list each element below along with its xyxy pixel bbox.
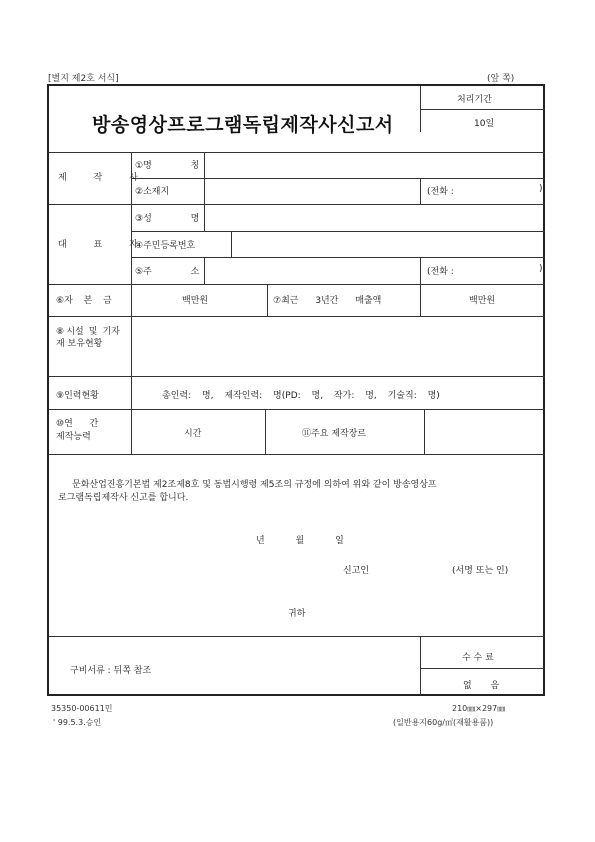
representative-address-field[interactable] [204, 258, 416, 282]
representative-phone-label: (전화 : [427, 267, 454, 277]
producer-name-field[interactable] [204, 152, 544, 176]
row-divider [49, 454, 545, 455]
form-title: 방송영상프로그램독립제작사신고서 [92, 114, 394, 136]
col-divider [265, 409, 266, 454]
required-documents: 구비서류 : 뒤쪽 참조 [70, 666, 152, 676]
paper-size: 210㎜×297㎜ [452, 704, 506, 713]
sales-unit: 백만원 [469, 296, 496, 306]
col-divider [420, 86, 421, 132]
producer-phone-close: ) [539, 184, 543, 194]
approval-date: ' 99.5.3.승인 [53, 718, 102, 727]
col-divider [420, 257, 421, 284]
capacity-label: ⑩연 간 제작능력 [56, 419, 99, 442]
producer-label: 제 작 사 [58, 173, 150, 183]
fee-label: 수 수 료 [462, 653, 494, 663]
signature-note: (서명 또는 인) [452, 566, 509, 576]
col-divider [420, 284, 421, 316]
representative-label: 대 표 자 [58, 240, 150, 250]
col-divider [420, 178, 421, 204]
col-divider [131, 376, 132, 409]
col-divider [420, 636, 421, 696]
declaration-line2: 로그램독립제작사 신고를 합니다. [58, 493, 189, 503]
row-divider [49, 376, 545, 377]
col-divider [131, 409, 132, 454]
genre-field[interactable] [423, 409, 544, 451]
applicant-label: 신고인 [343, 566, 370, 576]
representative-name-label: ③성 명 [135, 214, 200, 224]
row-divider [49, 284, 545, 285]
row-divider [420, 109, 545, 110]
form-code: 35350-00611민 [51, 704, 113, 713]
processing-period-value: 10일 [474, 119, 495, 129]
form-number: [별지 제2호 서식] [48, 74, 119, 84]
sales-label: ⑦최근 3년간 매출액 [273, 296, 382, 306]
producer-phone-label: (전화 : [427, 187, 454, 197]
producer-location-label: ②소재지 [135, 187, 170, 197]
representative-rrn-field[interactable] [231, 231, 544, 255]
page-side: (앞 쪽) [487, 74, 515, 84]
producer-name-label: ①명 칭 [135, 161, 200, 171]
col-divider [267, 284, 268, 316]
genre-label: ⑪주요 제작장르 [302, 429, 367, 439]
row-divider [420, 668, 545, 669]
row-divider [49, 636, 545, 637]
representative-rrn-label: ④주민등록번호 [135, 241, 196, 251]
col-divider [131, 284, 132, 316]
representative-name-field[interactable] [204, 205, 544, 229]
capital-unit: 백만원 [182, 296, 209, 306]
representative-address-label: ⑤주 소 [135, 267, 200, 277]
staff-label: ⑨인력현황 [56, 391, 99, 401]
declaration-line1: 문화산업진흥기본법 제2조제8호 및 동법시행령 제5조의 규정에 의하여 위와 같이 방송영상프 [72, 480, 437, 490]
representative-phone-close: ) [539, 264, 543, 274]
recipient-label: 귀하 [288, 609, 306, 619]
facilities-label: ⑧시설 및 기자재 보유현황 [56, 327, 120, 349]
producer-location-field[interactable] [204, 178, 416, 202]
capacity-unit: 시간 [184, 429, 202, 439]
capital-label: ⑥자 본 금 [56, 296, 112, 306]
staff-text: 총인력: 명, 제작인력: 명(PD: 명, 작가: 명, 기술직: 명) [162, 391, 440, 401]
paper-spec: (일반용지60g/㎡(재활용품)) [393, 718, 494, 727]
declaration-date: 년 월 일 [256, 536, 344, 546]
processing-period-label: 처리기간 [457, 95, 492, 105]
facilities-field[interactable] [131, 316, 544, 373]
fee-value: 없 음 [463, 681, 500, 691]
